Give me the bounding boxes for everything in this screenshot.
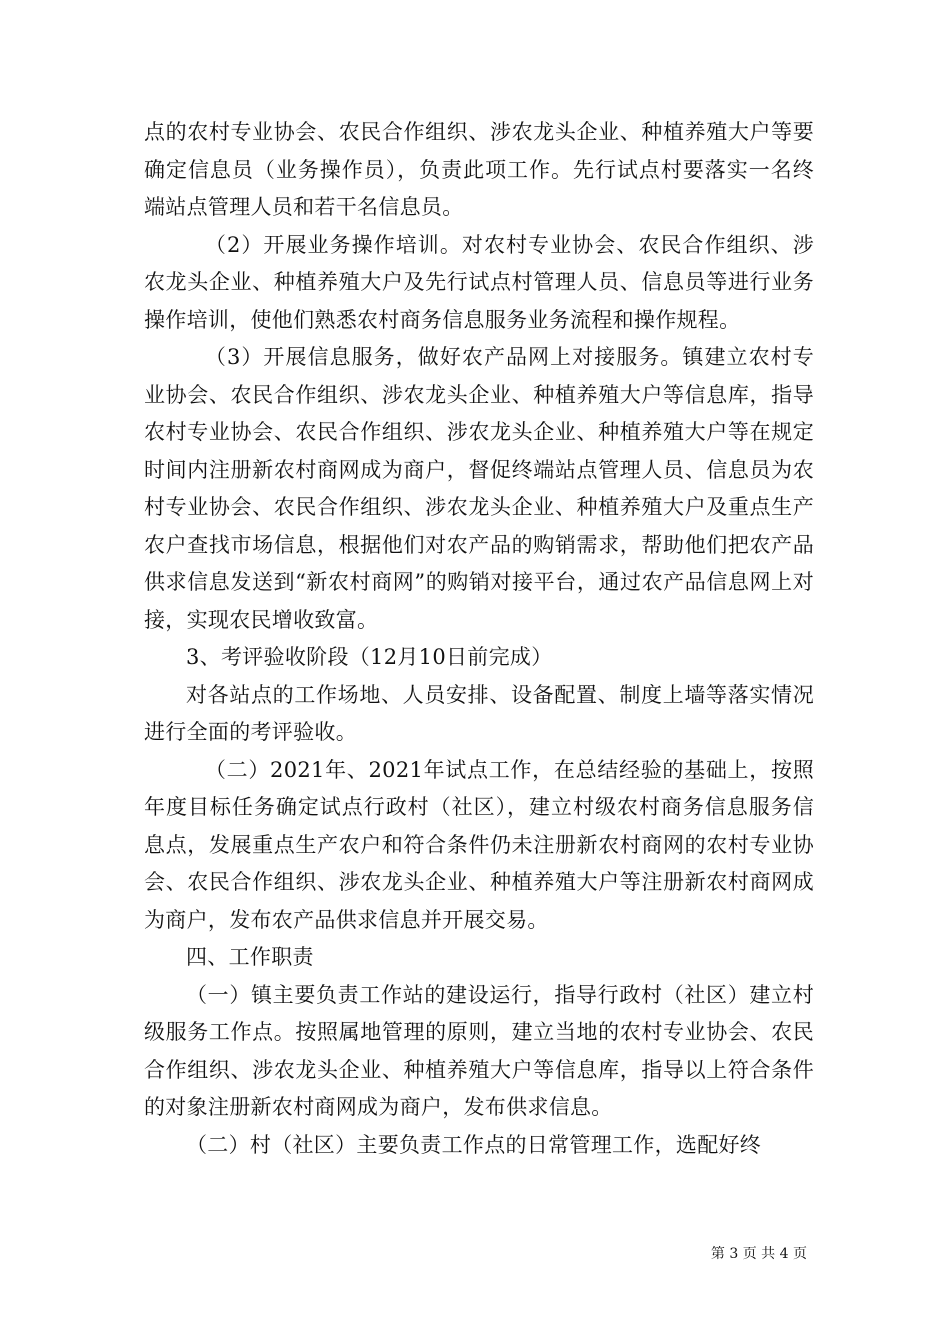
paragraph-training: （2）开展业务操作培训。对农村专业协会、农民合作组织、涉农龙头企业、种植养殖大户及先行试点村管理人员、信息员等进行业务操作培训，使他们熟悉农村商务信息服务业务流程和操作规程。 — [144, 232, 814, 332]
document-body — [144, 114, 814, 1164]
paragraph-info-service: （3）开展信息服务，做好农产品网上对接服务。镇建立农村专业协会、农民合作组织、涉农龙头企业、种植养殖大户等信息库，指导农村专业协会、农民合作组织、涉农龙头企业、种植养殖大户等在规定时间内注册新农村商网成为商户，督促终端站点管理人员、信息员为农村专业协会、农民合作组织、涉农龙头企业、种植养殖大户及重点生产农户查找市场信息，根据他们对农产品的购销需求，帮助他们把农产品供求信息发送到“新农村商网”的购销对接平台，通过农产品信息网上对接，实现农民增收致富。 — [144, 345, 814, 632]
paragraph-pilot-work: （二）2021年、2021年试点工作，在总结经验的基础上，按照年度目标任务确定试点行政村（社区），建立村级农村商务信息服务信息点，发展重点生产农户和符合条件仍未注册新农村商网的农村专业协会、农民合作组织、涉农龙头企业、种植养殖大户等注册新农村商网成为商户，发布农产品供求信息并开展交易。 — [144, 757, 814, 932]
heading-evaluation-stage: 3、考评验收阶段（12月10日前完成） — [186, 645, 553, 669]
paragraph-continuation: 点的农村专业协会、农民合作组织、涉农龙头企业、种植养殖大户等要确定信息员（业务操作员），负责此项工作。先行试点村要落实一名终端站点管理人员和若干名信息员。 — [144, 120, 814, 219]
paragraph-evaluation: 对各站点的工作场地、人员安排、设备配置、制度上墙等落实情况进行全面的考评验收。 — [144, 682, 814, 744]
paragraph-town-duty: （一）镇主要负责工作站的建设运行，指导行政村（社区）建立村级服务工作点。按照属地管理的原则，建立当地的农村专业协会、农民合作组织、涉农龙头企业、种植养殖大户等信息库，指导以上符合条件的对象注册新农村商网成为商户，发布供求信息。 — [144, 982, 814, 1119]
page-number: 第 3 页 共 4 页 — [710, 1246, 807, 1262]
paragraph-village-duty: （二）村（社区）主要负责工作点的日常管理工作，选配好终 — [186, 1132, 762, 1157]
heading-responsibilities: 四、工作职责 — [186, 945, 314, 969]
